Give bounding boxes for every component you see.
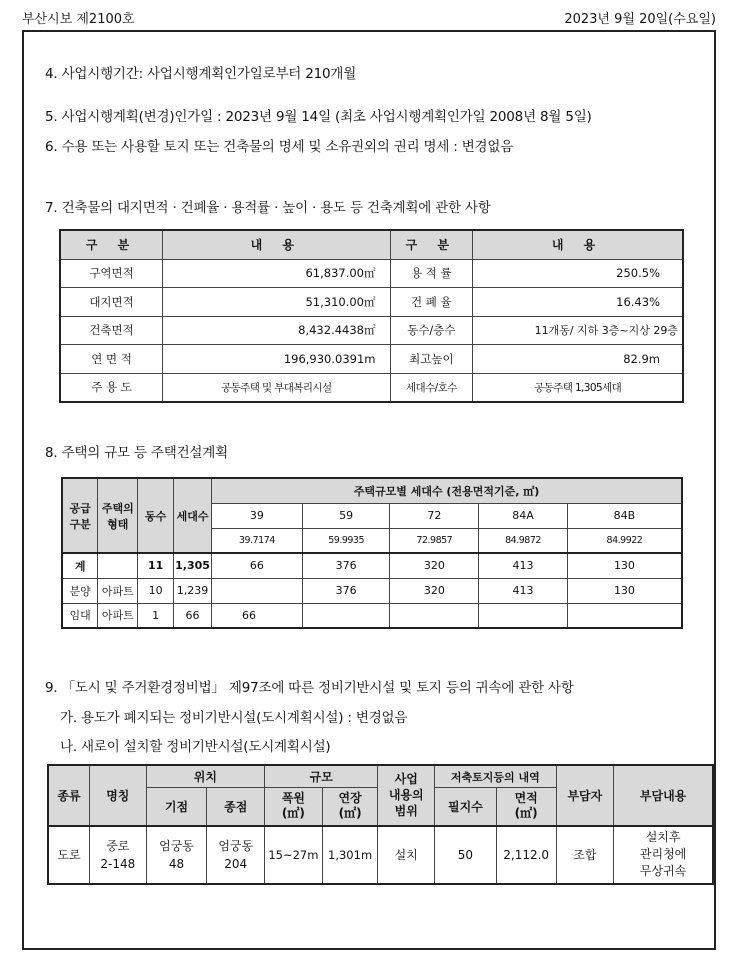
bulletin-date: 2023년 9월 20일(수요일): [564, 12, 716, 27]
cell: 동수/층수: [390, 316, 473, 345]
size-header: 39: [212, 503, 303, 528]
cell: 61,837.00㎡: [163, 259, 390, 288]
cell: 세대수/호수: [390, 373, 473, 402]
table-row: [60, 288, 683, 317]
cell: 주 용 도: [60, 373, 163, 402]
item-7: 7. 건축물의 대지면적 · 건폐율 · 용적률 · 높이 · 용도 등 건축계획에 관한 사항: [45, 200, 491, 216]
cell: 413: [479, 578, 568, 603]
cell: 376: [302, 578, 390, 603]
col-header: 기점: [146, 788, 207, 826]
cell: 130: [567, 578, 682, 603]
table-row: [60, 373, 683, 402]
col-header: 종류: [48, 765, 89, 826]
table-row: [60, 345, 683, 374]
cell: 250.5%: [473, 259, 683, 288]
housing-plan-table: [61, 477, 683, 629]
item-5: 5. 사업시행계획(변경)인가일 : 2023년 9월 14일 (최초 사업시행계획인가일 2008년 8월 5일): [45, 109, 592, 125]
cell: [212, 578, 303, 603]
col-header: 위치: [146, 765, 264, 788]
cell: 아파트: [98, 578, 138, 603]
table-row: [60, 316, 683, 345]
cell: 용 적 률: [390, 259, 473, 288]
cell: 10: [138, 578, 174, 603]
cell: 대지면적: [60, 288, 163, 317]
size-header: 72: [390, 503, 479, 528]
cell: 조합: [556, 826, 614, 884]
cell: 66: [212, 553, 303, 578]
cell: 도로: [48, 826, 89, 884]
col-header: 내 용: [163, 230, 390, 259]
table-row: [48, 826, 713, 884]
cell: 1: [138, 603, 174, 628]
size-header: 84A: [479, 503, 568, 528]
cell: [479, 603, 568, 628]
infrastructure-table: [47, 764, 714, 885]
cell: 1,239: [174, 578, 212, 603]
building-plan-table: [59, 229, 684, 403]
cell: 설치: [378, 826, 435, 884]
area-header: 84.9922: [567, 528, 682, 553]
cell: 16.43%: [473, 288, 683, 317]
cell: 연 면 적: [60, 345, 163, 374]
cell: 66: [212, 603, 303, 628]
area-header: 39.7174: [212, 528, 303, 553]
cell: 376: [302, 553, 390, 578]
col-header: 주택규모별 세대수 (전용면적기준, ㎡): [212, 478, 682, 503]
cell: 11개동/ 지하 3층~지상 29층: [473, 316, 683, 345]
cell: 1,301m: [322, 826, 378, 884]
col-header: 폭원 (㎡): [265, 788, 323, 826]
table-header-row: [60, 230, 683, 259]
area-header: 72.9857: [390, 528, 479, 553]
cell: 66: [174, 603, 212, 628]
cell: 11: [138, 553, 174, 578]
cell: 130: [567, 553, 682, 578]
col-header: 동수: [138, 478, 174, 553]
cell: 아파트: [98, 603, 138, 628]
item-9a: 가. 용도가 폐지되는 정비기반시설(도시계획시설) : 변경없음: [60, 710, 408, 726]
cell: 분양: [62, 578, 98, 603]
item-6: 6. 수용 또는 사용할 토지 또는 건축물의 명세 및 소유권외의 권리 명세 : 변경없음: [45, 139, 514, 155]
col-header: 면적 (㎡): [496, 788, 556, 826]
bulletin-issue: 부산시보 제2100호: [22, 12, 135, 27]
col-header: 저축토지등의 내역: [435, 765, 556, 788]
cell: 임대: [62, 603, 98, 628]
col-header: 규모: [265, 765, 378, 788]
cell: 엄궁동 204: [207, 826, 265, 884]
item-8: 8. 주택의 규모 등 주택건설계획: [45, 445, 228, 461]
item-9: 9. 「도시 및 주거환경정비법」 제97조에 따른 정비기반시설 및 토지 등의 귀속에 관한 사항: [45, 680, 574, 696]
cell: 중로 2-148: [89, 826, 146, 884]
table-row: [60, 259, 683, 288]
table-row: [62, 603, 682, 628]
col-header: 구 분: [390, 230, 473, 259]
area-header: 59.9935: [302, 528, 390, 553]
item-9b: 나. 새로이 설치할 정비기반시설(도시계획시설): [60, 739, 331, 755]
area-header: 84.9872: [479, 528, 568, 553]
col-header: 내 용: [473, 230, 683, 259]
cell: 50: [435, 826, 497, 884]
col-header: 필지수: [435, 788, 497, 826]
cell: [390, 603, 479, 628]
col-header: 명칭: [89, 765, 146, 826]
col-header: 부담내용: [614, 765, 713, 826]
table-row: [62, 553, 682, 578]
cell: [302, 603, 390, 628]
cell: 2,112.0: [496, 826, 556, 884]
cell: 건축면적: [60, 316, 163, 345]
cell: 413: [479, 553, 568, 578]
col-header: 주택의 형태: [98, 478, 138, 553]
size-header: 59: [302, 503, 390, 528]
cell: 51,310.00㎡: [163, 288, 390, 317]
cell: 15~27m: [265, 826, 323, 884]
cell: 계: [62, 553, 98, 578]
col-header: 종점: [207, 788, 265, 826]
cell: 최고높이: [390, 345, 473, 374]
cell: 320: [390, 553, 479, 578]
cell: 196,930.0391m: [163, 345, 390, 374]
table-row: [62, 578, 682, 603]
cell: 1,305: [174, 553, 212, 578]
col-header: 구 분: [60, 230, 163, 259]
cell: 8,432.4438㎡: [163, 316, 390, 345]
size-header: 84B: [567, 503, 682, 528]
cell: 320: [390, 578, 479, 603]
col-header: 연장 (㎡): [322, 788, 378, 826]
cell: 설치후 관리청에 무상귀속: [614, 826, 713, 884]
cell: 엄궁동 48: [146, 826, 207, 884]
col-header: 사업 내용의 범위: [378, 765, 435, 826]
cell: 82.9m: [473, 345, 683, 374]
cell: [98, 553, 138, 578]
cell: 공동주택 1,305세대: [473, 373, 683, 402]
cell: [567, 603, 682, 628]
item-4: 4. 사업시행기간: 사업시행계획인가일로부터 210개월: [45, 66, 357, 82]
col-header: 부담자: [556, 765, 614, 826]
col-header: 공급 구분: [62, 478, 98, 553]
cell: 공동주택 및 부대복리시설: [163, 373, 390, 402]
col-header: 세대수: [174, 478, 212, 553]
cell: 구역면적: [60, 259, 163, 288]
cell: 건 폐 율: [390, 288, 473, 317]
